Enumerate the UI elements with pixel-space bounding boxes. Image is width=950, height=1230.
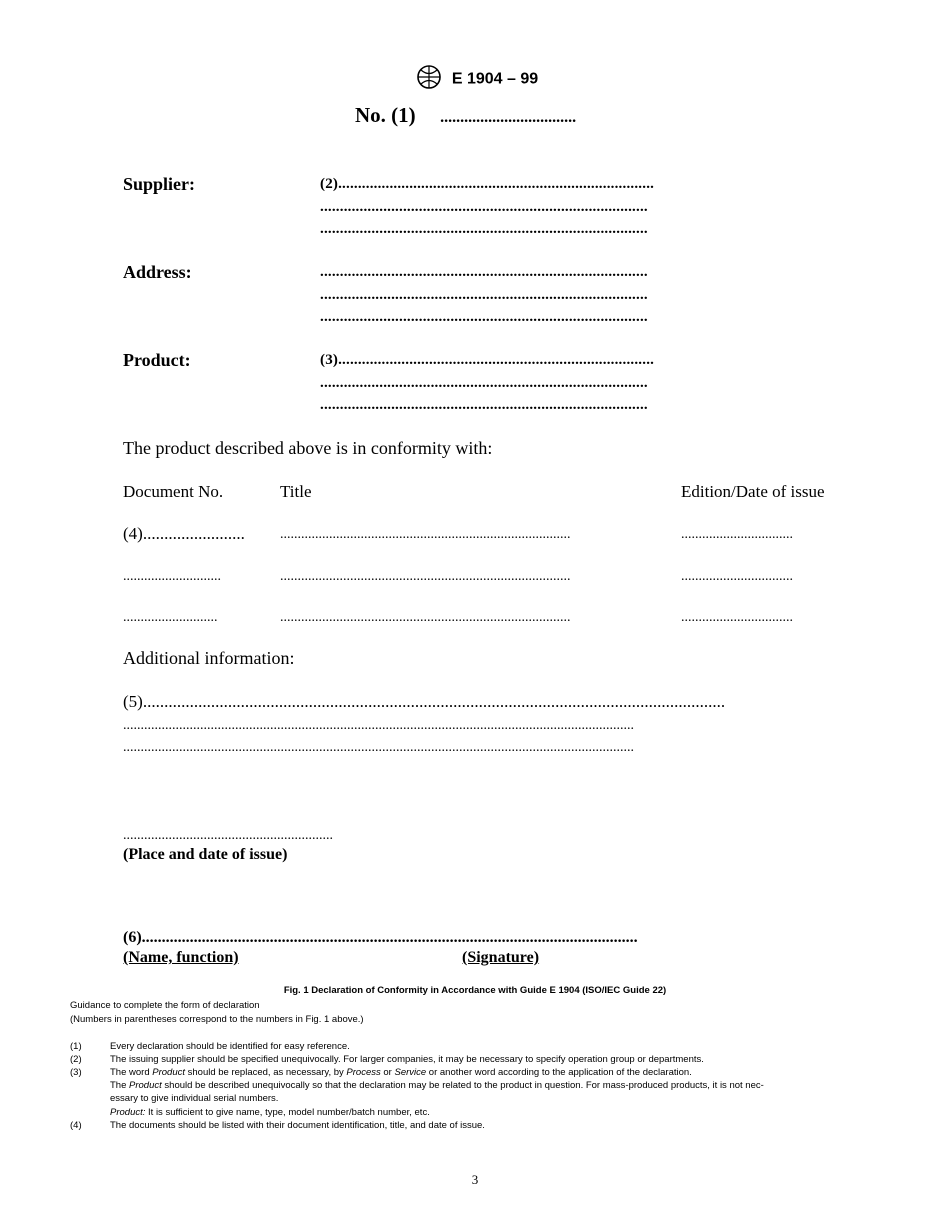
guidance-title: Guidance to complete the form of declaration	[70, 1000, 260, 1011]
place-date-label: (Place and date of issue)	[123, 846, 288, 863]
place-date-dots: ............................................................	[123, 828, 333, 843]
footnote-number: (3)	[70, 1067, 82, 1078]
address-line-1: ...................................................................................	[320, 264, 648, 280]
edition-header: Edition/Date of issue	[681, 482, 825, 501]
astm-logo-icon	[412, 64, 446, 95]
footnote-text: The issuing supplier should be specified unequivocally. For larger companies, it may be necessary to specify operation group or departments.	[110, 1054, 704, 1065]
conformity-statement: The product described above is in conformity with:	[123, 438, 493, 458]
doc-row-1-docno: (4)........................	[123, 524, 245, 543]
address-line-3: ...................................................................................	[320, 309, 648, 325]
guidance-note: (Numbers in parentheses correspond to the numbers in Fig. 1 above.)	[70, 1014, 364, 1025]
doc-row-2-docno: ............................	[123, 569, 221, 584]
additional-info-line-1: (5).........................................................................................................................................	[123, 692, 726, 711]
footnote-text: The word Product should be replaced, as necessary, by Process or Service or another word according to the application of the declaration.	[110, 1067, 692, 1078]
footnote-number: (2)	[70, 1054, 82, 1065]
page-number: 3	[471, 1172, 479, 1187]
doc-row-2-title: ...................................................................................	[280, 569, 571, 584]
supplier-line-2: ...................................................................................	[320, 199, 648, 215]
additional-info-line-2: ..................................................................................................................................................	[123, 718, 634, 733]
supplier-line-1: (2)................................................................................	[320, 176, 655, 192]
number-label: No. (1)	[355, 103, 416, 127]
title-header: Title	[280, 482, 312, 501]
doc-row-1-title: ...................................................................................	[280, 527, 571, 542]
footnote-text: The Product should be described unequivocally so that the declaration may be related to the product in question. For mass-produced products, it is not nec- essary to give individual serial numbers.	[110, 1080, 764, 1104]
document-header	[0, 64, 950, 95]
footnote-text: Product: It is sufficient to give name, type, model number/batch number, etc.	[110, 1107, 430, 1118]
supplier-line-3: ...................................................................................	[320, 221, 648, 237]
footnote-number: (4)	[70, 1120, 82, 1131]
figure-caption: Fig. 1 Declaration of Conformity in Accordance with Guide E 1904 (ISO/IEC Guide 22)	[283, 985, 667, 996]
doc-row-1-edition: ................................	[681, 527, 793, 542]
footnote-text: Every declaration should be identified for easy reference.	[110, 1041, 350, 1052]
doc-row-3-docno: ...........................	[123, 610, 218, 625]
signature-label: (Signature)	[462, 949, 540, 966]
product-line-3: ...................................................................................	[320, 397, 648, 413]
name-function-label: (Name, function)	[123, 949, 239, 966]
doc-row-2-edition: ................................	[681, 569, 793, 584]
supplier-label: Supplier:	[123, 174, 196, 194]
additional-info-line-3: ..................................................................................................................................................	[123, 740, 634, 755]
product-line-1: (3)................................................................................	[320, 352, 655, 368]
doc-row-3-title: ...................................................................................	[280, 610, 571, 625]
signature-line: (6)............................................................................................................................	[123, 929, 638, 946]
declaration-number	[355, 103, 576, 128]
product-line-2: ...................................................................................	[320, 375, 648, 391]
doc-row-3-edition: ................................	[681, 610, 793, 625]
address-label: Address:	[123, 262, 192, 282]
additional-info-label: Additional information:	[123, 648, 295, 668]
product-label: Product:	[123, 350, 191, 370]
number-dots: ..................................	[440, 109, 577, 126]
designation: E 1904 – 99	[451, 70, 539, 88]
footnote-text: The documents should be listed with their document identification, title, and date of issue.	[110, 1120, 485, 1131]
doc-no-header: Document No.	[123, 482, 224, 501]
footnote-number: (1)	[70, 1041, 82, 1052]
address-line-2: ...................................................................................	[320, 287, 648, 303]
